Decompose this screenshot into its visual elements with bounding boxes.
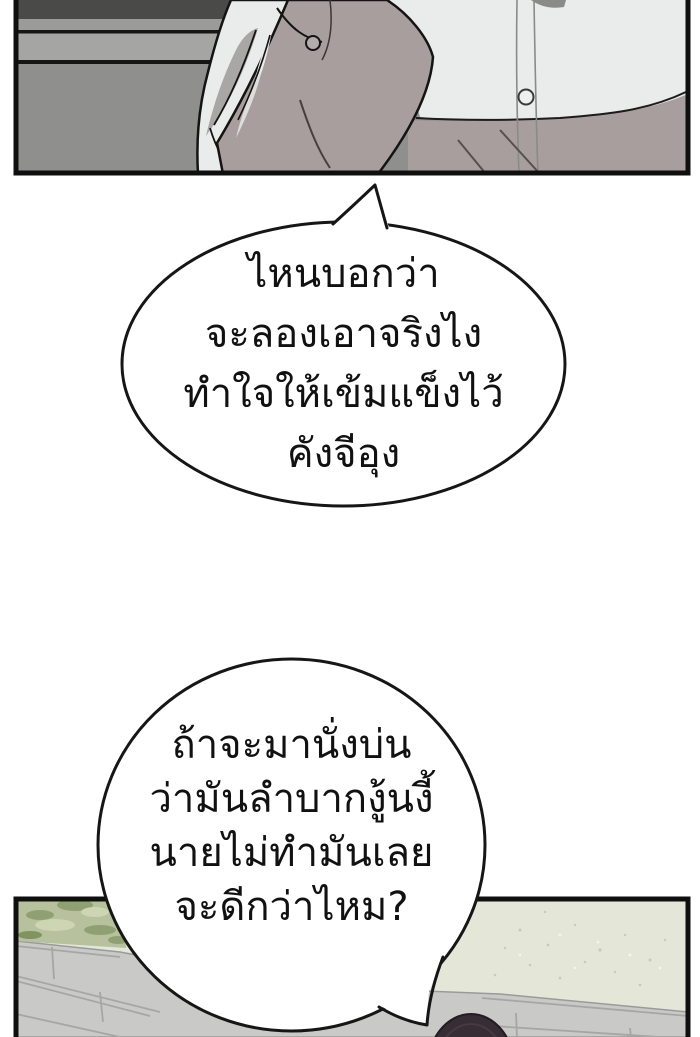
- top-panel: [16, 0, 688, 174]
- bubble2-line-4: จะดีกว่าไหม?: [174, 884, 409, 930]
- bubble2-line-3: นายไม่ทำมันเลย: [149, 830, 434, 876]
- shirt-button: [519, 90, 534, 105]
- bubble1-line-4: คังจีอุง: [286, 431, 401, 477]
- bubble2-line-2: ว่ามันลำบากงู้นงี้: [149, 776, 434, 822]
- speech-bubble-2-text: [98, 659, 485, 1031]
- bubble1-line-2: จะลองเอาจริงไง: [204, 311, 483, 357]
- bubble2-line-1: ถ้าจะมานั่งบ่น: [171, 722, 412, 768]
- speech-bubble-1-text: [122, 222, 565, 506]
- cuff-button: [306, 36, 320, 50]
- bubble1-line-1: ไหนบอกว่า: [247, 251, 440, 297]
- bubble1-line-3: ทำใจให้เข้มแข็งไว้: [183, 371, 504, 417]
